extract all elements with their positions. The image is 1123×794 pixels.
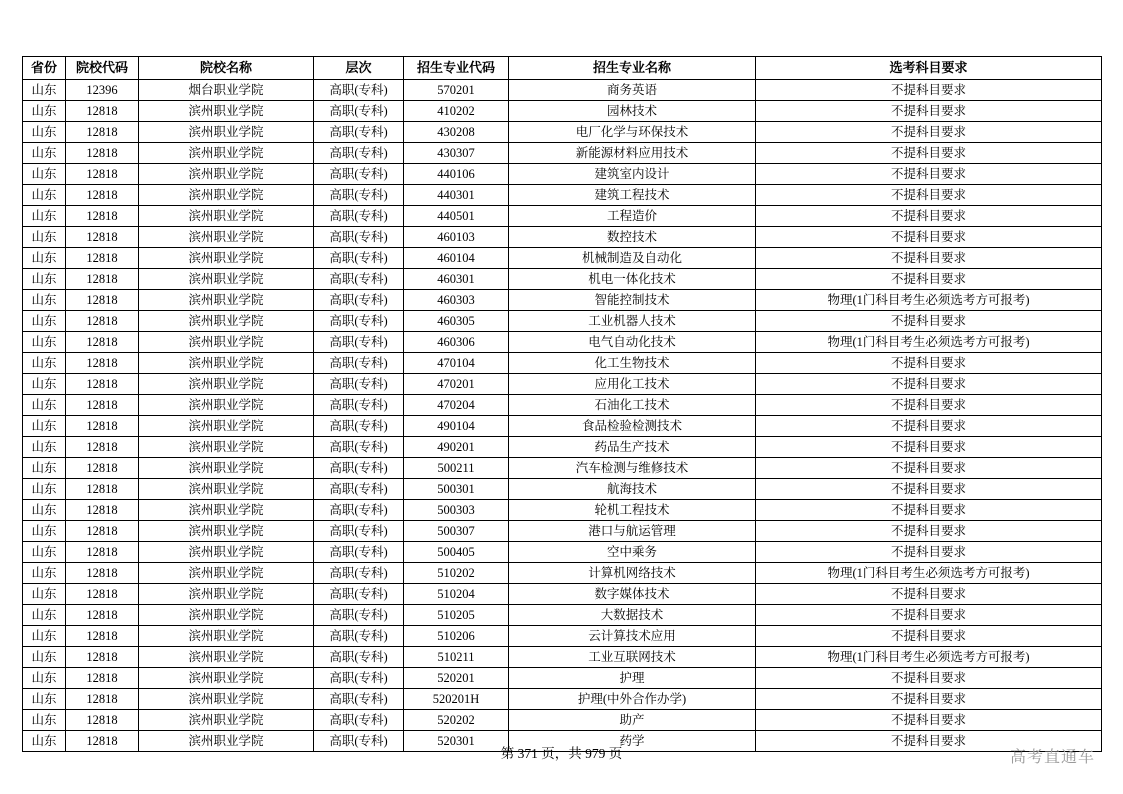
- cell-level: 高职(专科): [314, 206, 404, 227]
- cell-level: 高职(专科): [314, 479, 404, 500]
- cell-province: 山东: [23, 227, 66, 248]
- table-row: [23, 311, 1102, 332]
- cell-major-name: 工业机器人技术: [509, 311, 756, 332]
- cell-school-name: 滨州职业学院: [139, 668, 314, 689]
- cell-major-name: 新能源材料应用技术: [509, 143, 756, 164]
- cell-school-name: 滨州职业学院: [139, 101, 314, 122]
- cell-major-name: 药品生产技术: [509, 437, 756, 458]
- cell-province: 山东: [23, 689, 66, 710]
- cell-school-code: 12818: [66, 689, 139, 710]
- table-row: [23, 668, 1102, 689]
- cell-major-code: 520201: [404, 668, 509, 689]
- table-row: [23, 269, 1102, 290]
- table-row: [23, 101, 1102, 122]
- cell-province: 山东: [23, 143, 66, 164]
- cell-subject-requirement: 物理(1门科目考生必须选考方可报考): [756, 332, 1102, 353]
- cell-province: 山东: [23, 626, 66, 647]
- cell-major-code: 500211: [404, 458, 509, 479]
- cell-province: 山东: [23, 164, 66, 185]
- cell-school-code: 12818: [66, 290, 139, 311]
- cell-subject-requirement: 不提科目要求: [756, 227, 1102, 248]
- table-row: [23, 500, 1102, 521]
- table-row: [23, 605, 1102, 626]
- cell-major-name: 计算机网络技术: [509, 563, 756, 584]
- cell-subject-requirement: 物理(1门科目考生必须选考方可报考): [756, 563, 1102, 584]
- cell-school-code: 12818: [66, 479, 139, 500]
- cell-school-name: 滨州职业学院: [139, 206, 314, 227]
- cell-major-name: 智能控制技术: [509, 290, 756, 311]
- column-header-province: 省份: [23, 57, 66, 80]
- cell-subject-requirement: 不提科目要求: [756, 269, 1102, 290]
- cell-major-code: 460103: [404, 227, 509, 248]
- cell-level: 高职(专科): [314, 563, 404, 584]
- cell-school-code: 12818: [66, 500, 139, 521]
- cell-major-name: 工程造价: [509, 206, 756, 227]
- cell-province: 山东: [23, 605, 66, 626]
- cell-subject-requirement: 不提科目要求: [756, 500, 1102, 521]
- cell-province: 山东: [23, 374, 66, 395]
- watermark-label: 高考直通车: [1009, 749, 1095, 766]
- cell-province: 山东: [23, 185, 66, 206]
- cell-subject-requirement: 不提科目要求: [756, 458, 1102, 479]
- cell-major-name: 云计算技术应用: [509, 626, 756, 647]
- cell-school-code: 12818: [66, 269, 139, 290]
- cell-school-code: 12396: [66, 80, 139, 101]
- cell-school-code: 12818: [66, 143, 139, 164]
- table-row: [23, 353, 1102, 374]
- cell-level: 高职(专科): [314, 101, 404, 122]
- cell-school-code: 12818: [66, 437, 139, 458]
- table-row: [23, 395, 1102, 416]
- cell-level: 高职(专科): [314, 311, 404, 332]
- table-row: [23, 248, 1102, 269]
- cell-level: 高职(专科): [314, 143, 404, 164]
- cell-major-code: 500405: [404, 542, 509, 563]
- cell-major-code: 470201: [404, 374, 509, 395]
- cell-school-name: 滨州职业学院: [139, 710, 314, 731]
- table-row: [23, 290, 1102, 311]
- cell-level: 高职(专科): [314, 353, 404, 374]
- cell-subject-requirement: 不提科目要求: [756, 710, 1102, 731]
- cell-subject-requirement: 不提科目要求: [756, 101, 1102, 122]
- table-row: [23, 227, 1102, 248]
- cell-province: 山东: [23, 395, 66, 416]
- cell-major-name: 电气自动化技术: [509, 332, 756, 353]
- table-row: [23, 563, 1102, 584]
- cell-major-code: 460306: [404, 332, 509, 353]
- cell-major-code: 510211: [404, 647, 509, 668]
- cell-province: 山东: [23, 101, 66, 122]
- cell-school-name: 滨州职业学院: [139, 311, 314, 332]
- table-row: [23, 206, 1102, 227]
- cell-province: 山东: [23, 668, 66, 689]
- cell-school-name: 滨州职业学院: [139, 605, 314, 626]
- cell-level: 高职(专科): [314, 227, 404, 248]
- cell-province: 山东: [23, 416, 66, 437]
- cell-province: 山东: [23, 290, 66, 311]
- cell-major-name: 港口与航运管理: [509, 521, 756, 542]
- cell-school-name: 滨州职业学院: [139, 626, 314, 647]
- cell-level: 高职(专科): [314, 269, 404, 290]
- cell-subject-requirement: 不提科目要求: [756, 311, 1102, 332]
- cell-province: 山东: [23, 647, 66, 668]
- cell-province: 山东: [23, 458, 66, 479]
- cell-major-code: 570201: [404, 80, 509, 101]
- cell-major-code: 500307: [404, 521, 509, 542]
- cell-major-name: 食品检验检测技术: [509, 416, 756, 437]
- cell-major-name: 建筑室内设计: [509, 164, 756, 185]
- cell-province: 山东: [23, 584, 66, 605]
- cell-major-code: 470104: [404, 353, 509, 374]
- cell-major-name: 商务英语: [509, 80, 756, 101]
- cell-subject-requirement: 不提科目要求: [756, 542, 1102, 563]
- cell-school-name: 滨州职业学院: [139, 353, 314, 374]
- table-row: [23, 122, 1102, 143]
- cell-school-code: 12818: [66, 395, 139, 416]
- cell-major-code: 430307: [404, 143, 509, 164]
- cell-level: 高职(专科): [314, 374, 404, 395]
- cell-school-code: 12818: [66, 710, 139, 731]
- cell-level: 高职(专科): [314, 668, 404, 689]
- cell-major-name: 建筑工程技术: [509, 185, 756, 206]
- cell-major-name: 园林技术: [509, 101, 756, 122]
- cell-school-code: 12818: [66, 416, 139, 437]
- majors-table: [22, 56, 1102, 752]
- table-header-row: [23, 57, 1102, 80]
- cell-province: 山东: [23, 521, 66, 542]
- column-header-school-name: 院校名称: [139, 57, 314, 80]
- cell-level: 高职(专科): [314, 647, 404, 668]
- cell-major-name: 药学: [509, 731, 756, 752]
- cell-subject-requirement: 不提科目要求: [756, 689, 1102, 710]
- cell-school-code: 12818: [66, 101, 139, 122]
- cell-school-code: 12818: [66, 584, 139, 605]
- cell-school-name: 滨州职业学院: [139, 374, 314, 395]
- cell-major-name: 轮机工程技术: [509, 500, 756, 521]
- table-body: [23, 80, 1102, 752]
- table-row: [23, 332, 1102, 353]
- cell-province: 山东: [23, 332, 66, 353]
- cell-school-code: 12818: [66, 542, 139, 563]
- cell-major-code: 490104: [404, 416, 509, 437]
- cell-subject-requirement: 不提科目要求: [756, 248, 1102, 269]
- cell-school-name: 滨州职业学院: [139, 122, 314, 143]
- table-row: [23, 584, 1102, 605]
- cell-province: 山东: [23, 731, 66, 752]
- cell-school-name: 滨州职业学院: [139, 647, 314, 668]
- cell-major-code: 510202: [404, 563, 509, 584]
- cell-school-code: 12818: [66, 122, 139, 143]
- cell-school-code: 12818: [66, 332, 139, 353]
- cell-major-name: 护理(中外合作办学): [509, 689, 756, 710]
- cell-level: 高职(专科): [314, 710, 404, 731]
- cell-province: 山东: [23, 710, 66, 731]
- cell-school-code: 12818: [66, 521, 139, 542]
- cell-major-code: 520301: [404, 731, 509, 752]
- cell-level: 高职(专科): [314, 416, 404, 437]
- cell-subject-requirement: 不提科目要求: [756, 122, 1102, 143]
- cell-major-name: 应用化工技术: [509, 374, 756, 395]
- cell-level: 高职(专科): [314, 290, 404, 311]
- cell-major-code: 470204: [404, 395, 509, 416]
- cell-school-name: 滨州职业学院: [139, 290, 314, 311]
- cell-major-name: 石油化工技术: [509, 395, 756, 416]
- table-row: [23, 458, 1102, 479]
- table-row: [23, 479, 1102, 500]
- cell-province: 山东: [23, 500, 66, 521]
- cell-province: 山东: [23, 311, 66, 332]
- page-number: 第 371 页，共 979 页: [500, 746, 623, 761]
- cell-level: 高职(专科): [314, 521, 404, 542]
- cell-school-name: 滨州职业学院: [139, 437, 314, 458]
- table-row: [23, 80, 1102, 101]
- cell-level: 高职(专科): [314, 458, 404, 479]
- cell-subject-requirement: 不提科目要求: [756, 80, 1102, 101]
- cell-major-code: 520202: [404, 710, 509, 731]
- cell-major-code: 460301: [404, 269, 509, 290]
- cell-major-code: 490201: [404, 437, 509, 458]
- cell-school-name: 滨州职业学院: [139, 416, 314, 437]
- cell-school-name: 滨州职业学院: [139, 479, 314, 500]
- cell-subject-requirement: 不提科目要求: [756, 395, 1102, 416]
- cell-level: 高职(专科): [314, 437, 404, 458]
- cell-major-name: 护理: [509, 668, 756, 689]
- cell-province: 山东: [23, 122, 66, 143]
- cell-school-name: 滨州职业学院: [139, 563, 314, 584]
- cell-level: 高职(专科): [314, 584, 404, 605]
- cell-subject-requirement: 不提科目要求: [756, 605, 1102, 626]
- cell-school-name: 滨州职业学院: [139, 248, 314, 269]
- cell-major-code: 460305: [404, 311, 509, 332]
- column-header-level: 层次: [314, 57, 404, 80]
- cell-province: 山东: [23, 563, 66, 584]
- cell-school-code: 12818: [66, 731, 139, 752]
- cell-school-code: 12818: [66, 605, 139, 626]
- cell-level: 高职(专科): [314, 185, 404, 206]
- cell-major-name: 数控技术: [509, 227, 756, 248]
- cell-school-code: 12818: [66, 647, 139, 668]
- column-header-subject-requirement: 选考科目要求: [756, 57, 1102, 80]
- cell-level: 高职(专科): [314, 542, 404, 563]
- cell-major-name: 工业互联网技术: [509, 647, 756, 668]
- cell-school-code: 12818: [66, 353, 139, 374]
- cell-school-name: 滨州职业学院: [139, 269, 314, 290]
- cell-province: 山东: [23, 479, 66, 500]
- cell-level: 高职(专科): [314, 626, 404, 647]
- cell-level: 高职(专科): [314, 689, 404, 710]
- cell-major-code: 510206: [404, 626, 509, 647]
- cell-major-name: 电厂化学与环保技术: [509, 122, 756, 143]
- cell-school-name: 滨州职业学院: [139, 395, 314, 416]
- cell-province: 山东: [23, 80, 66, 101]
- column-header-major-code: 招生专业代码: [404, 57, 509, 80]
- cell-major-name: 航海技术: [509, 479, 756, 500]
- cell-major-name: 大数据技术: [509, 605, 756, 626]
- cell-school-name: 滨州职业学院: [139, 185, 314, 206]
- table-row: [23, 647, 1102, 668]
- cell-major-name: 助产: [509, 710, 756, 731]
- cell-school-code: 12818: [66, 248, 139, 269]
- cell-major-name: 数字媒体技术: [509, 584, 756, 605]
- cell-level: 高职(专科): [314, 248, 404, 269]
- cell-school-name: 滨州职业学院: [139, 584, 314, 605]
- table-row: [23, 710, 1102, 731]
- column-header-school-code: 院校代码: [66, 57, 139, 80]
- cell-major-code: 410202: [404, 101, 509, 122]
- table-row: [23, 542, 1102, 563]
- cell-subject-requirement: 不提科目要求: [756, 437, 1102, 458]
- cell-province: 山东: [23, 206, 66, 227]
- cell-province: 山东: [23, 542, 66, 563]
- cell-subject-requirement: 不提科目要求: [756, 353, 1102, 374]
- cell-subject-requirement: 物理(1门科目考生必须选考方可报考): [756, 290, 1102, 311]
- cell-school-code: 12818: [66, 626, 139, 647]
- table-row: [23, 626, 1102, 647]
- cell-school-name: 滨州职业学院: [139, 164, 314, 185]
- cell-major-code: 440106: [404, 164, 509, 185]
- cell-major-code: 440301: [404, 185, 509, 206]
- cell-school-code: 12818: [66, 206, 139, 227]
- cell-province: 山东: [23, 248, 66, 269]
- cell-subject-requirement: 不提科目要求: [756, 479, 1102, 500]
- cell-major-code: 440501: [404, 206, 509, 227]
- cell-major-code: 510204: [404, 584, 509, 605]
- table-header: [23, 57, 1102, 80]
- cell-school-code: 12818: [66, 164, 139, 185]
- cell-province: 山东: [23, 353, 66, 374]
- cell-level: 高职(专科): [314, 500, 404, 521]
- table-row: [23, 143, 1102, 164]
- cell-major-name: 化工生物技术: [509, 353, 756, 374]
- cell-school-code: 12818: [66, 374, 139, 395]
- cell-school-name: 滨州职业学院: [139, 500, 314, 521]
- cell-school-code: 12818: [66, 563, 139, 584]
- cell-subject-requirement: 不提科目要求: [756, 731, 1102, 752]
- cell-level: 高职(专科): [314, 395, 404, 416]
- cell-major-name: 机电一体化技术: [509, 269, 756, 290]
- cell-school-name: 烟台职业学院: [139, 80, 314, 101]
- cell-major-code: 500303: [404, 500, 509, 521]
- cell-subject-requirement: 不提科目要求: [756, 374, 1102, 395]
- cell-subject-requirement: 不提科目要求: [756, 668, 1102, 689]
- cell-subject-requirement: 不提科目要求: [756, 521, 1102, 542]
- table-row: [23, 689, 1102, 710]
- table-row: [23, 437, 1102, 458]
- cell-level: 高职(专科): [314, 164, 404, 185]
- cell-level: 高职(专科): [314, 731, 404, 752]
- table-row: [23, 521, 1102, 542]
- cell-major-name: 机械制造及自动化: [509, 248, 756, 269]
- cell-level: 高职(专科): [314, 122, 404, 143]
- cell-subject-requirement: 不提科目要求: [756, 206, 1102, 227]
- cell-major-code: 500301: [404, 479, 509, 500]
- cell-major-code: 520201H: [404, 689, 509, 710]
- cell-level: 高职(专科): [314, 605, 404, 626]
- cell-school-code: 12818: [66, 668, 139, 689]
- cell-school-name: 滨州职业学院: [139, 227, 314, 248]
- cell-province: 山东: [23, 269, 66, 290]
- cell-subject-requirement: 不提科目要求: [756, 416, 1102, 437]
- cell-subject-requirement: 不提科目要求: [756, 584, 1102, 605]
- cell-subject-requirement: 不提科目要求: [756, 164, 1102, 185]
- cell-school-name: 滨州职业学院: [139, 542, 314, 563]
- cell-school-name: 滨州职业学院: [139, 731, 314, 752]
- cell-subject-requirement: 不提科目要求: [756, 626, 1102, 647]
- cell-school-name: 滨州职业学院: [139, 458, 314, 479]
- cell-school-code: 12818: [66, 185, 139, 206]
- cell-province: 山东: [23, 437, 66, 458]
- table-row: [23, 374, 1102, 395]
- cell-major-name: 空中乘务: [509, 542, 756, 563]
- cell-subject-requirement: 不提科目要求: [756, 143, 1102, 164]
- cell-school-code: 12818: [66, 458, 139, 479]
- cell-school-code: 12818: [66, 311, 139, 332]
- cell-subject-requirement: 不提科目要求: [756, 185, 1102, 206]
- cell-level: 高职(专科): [314, 332, 404, 353]
- cell-school-name: 滨州职业学院: [139, 332, 314, 353]
- cell-school-code: 12818: [66, 227, 139, 248]
- cell-level: 高职(专科): [314, 80, 404, 101]
- table-row: [23, 164, 1102, 185]
- cell-major-code: 460104: [404, 248, 509, 269]
- table-row: [23, 185, 1102, 206]
- table-row: [23, 416, 1102, 437]
- cell-school-name: 滨州职业学院: [139, 521, 314, 542]
- cell-major-code: 430208: [404, 122, 509, 143]
- cell-major-code: 460303: [404, 290, 509, 311]
- column-header-major-name: 招生专业名称: [509, 57, 756, 80]
- cell-subject-requirement: 物理(1门科目考生必须选考方可报考): [756, 647, 1102, 668]
- cell-major-name: 汽车检测与维修技术: [509, 458, 756, 479]
- cell-school-name: 滨州职业学院: [139, 689, 314, 710]
- cell-school-name: 滨州职业学院: [139, 143, 314, 164]
- cell-major-code: 510205: [404, 605, 509, 626]
